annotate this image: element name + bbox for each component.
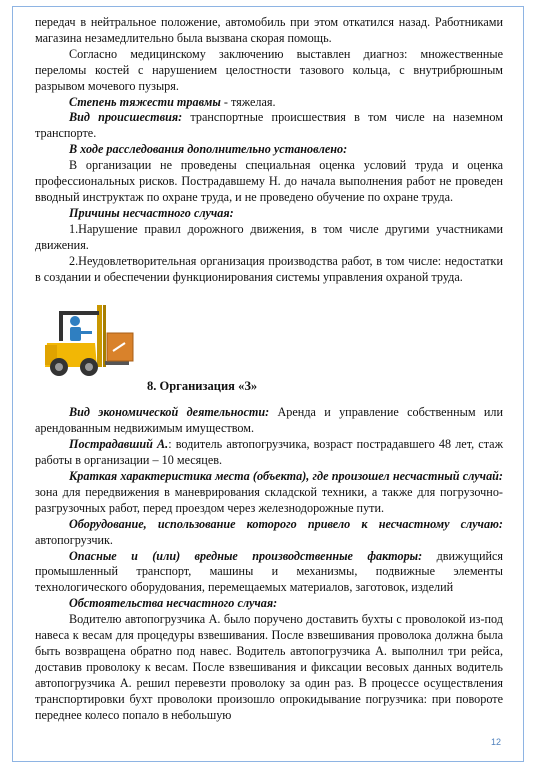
paragraph-label: Вид происшествия:: [69, 110, 183, 125]
paragraph: Водителю автопогрузчика А. было поручено доставить бухты с проволокой из-под навеса к весам для процедуры взвешивания. После взвешивания проволока должна была быть возвращена обратно под навес. Водитель автопогрузчика А. выполнил три рейса, доставив проволоку к весам. После взвешивания и фиксации весовых данных водитель автопогрузчика А. решил перевезти проволоку за один раз. В процессе осуществления транспортировки бухт проволоки произошло опрокидывание погрузчика: при повороте переднее колесо попало в небольшую: [35, 612, 503, 722]
paragraph: [35, 142, 503, 158]
paragraph: Вид происшествия: транспортные происшествия в том числе на наземном транспорте.: [35, 110, 503, 141]
page-number: 12: [490, 737, 501, 747]
paragraph: Согласно медицинскому заключению выставлен диагноз: множественные переломы костей с нарушением целостности тазового кольца, с внутрибрюшным разрывом мочевого пузыря.: [35, 46, 503, 93]
paragraph-label: Степень тяжести травмы: [69, 94, 221, 109]
document-page: [12, 6, 524, 762]
section-header: [35, 299, 503, 405]
paragraph-label: Обстоятельства несчастного случая:: [69, 596, 278, 611]
paragraph-label: Причины несчастного случая:: [69, 205, 234, 220]
forklift-icon: [37, 299, 145, 379]
paragraph-label: Оборудование, использование которого привело к несчастному случаю:: [69, 516, 503, 531]
paragraph: 1.Нарушение правил дорожного движения, в том числе другими участниками движения.: [35, 221, 503, 252]
paragraph: Вид экономической деятельности: Аренда и управление собственным или арендованным недвижимым имуществом.: [35, 405, 503, 436]
paragraph: Пострадавший А.: водитель автопогрузчика, возраст пострадавшего 48 лет, стаж работы в организации – 10 месяцев.: [35, 437, 503, 468]
paragraph: Опасные и (или) вредные производственные факторы: движущийся промышленный транспорт, машины и механизмы, подвижные элементы технологического оборудования, перемещаемых материалов, заготовок, изделий: [35, 548, 504, 595]
paragraph: Оборудование, использование которого привело к несчастному случаю: автопогрузчик.: [35, 516, 503, 547]
paragraph: В организации не проведены специальная оценка условий труда и оценка профессиональных рисков. Пострадавшему Н. до начала выполнения работ не проведен вводный инструктаж по охране труда, и не проведено обучение по охране труда.: [35, 158, 503, 204]
paragraph-label: Вид экономической деятельности:: [69, 405, 270, 420]
paragraph: Краткая характеристика места (объекта), где произошел несчастный случай: зона для передвижения в маневрирования складской техники, а также для погрузочно-разгрузочных работ, перед проездом через железнодорожные пути.: [35, 469, 503, 515]
page-content: [35, 15, 503, 724]
paragraph-label: Пострадавший А.: [69, 437, 169, 452]
paragraph: [35, 206, 503, 222]
paragraph: [35, 596, 503, 612]
paragraph: передач в нейтральное положение, автомобиль при этом откатился назад. Работниками магазина незамедлительно была вызвана скорая помощь.: [35, 15, 503, 45]
paragraph-label: Краткая характеристика места (объекта), где произошел несчастный случай:: [69, 469, 503, 484]
section-title: 8. Организация «З»: [147, 379, 258, 394]
paragraph: 2.Неудовлетворительная организация производства работ, в том числе: недостатки в создании и обеспечении функционирования системы управления охраной труда.: [35, 253, 503, 284]
paragraph-label: В ходе расследования дополнительно установлено:: [69, 142, 348, 157]
paragraph: Степень тяжести травмы - тяжелая.: [69, 94, 276, 109]
paragraph-label: Опасные и (или) вредные производственные факторы:: [69, 548, 423, 563]
